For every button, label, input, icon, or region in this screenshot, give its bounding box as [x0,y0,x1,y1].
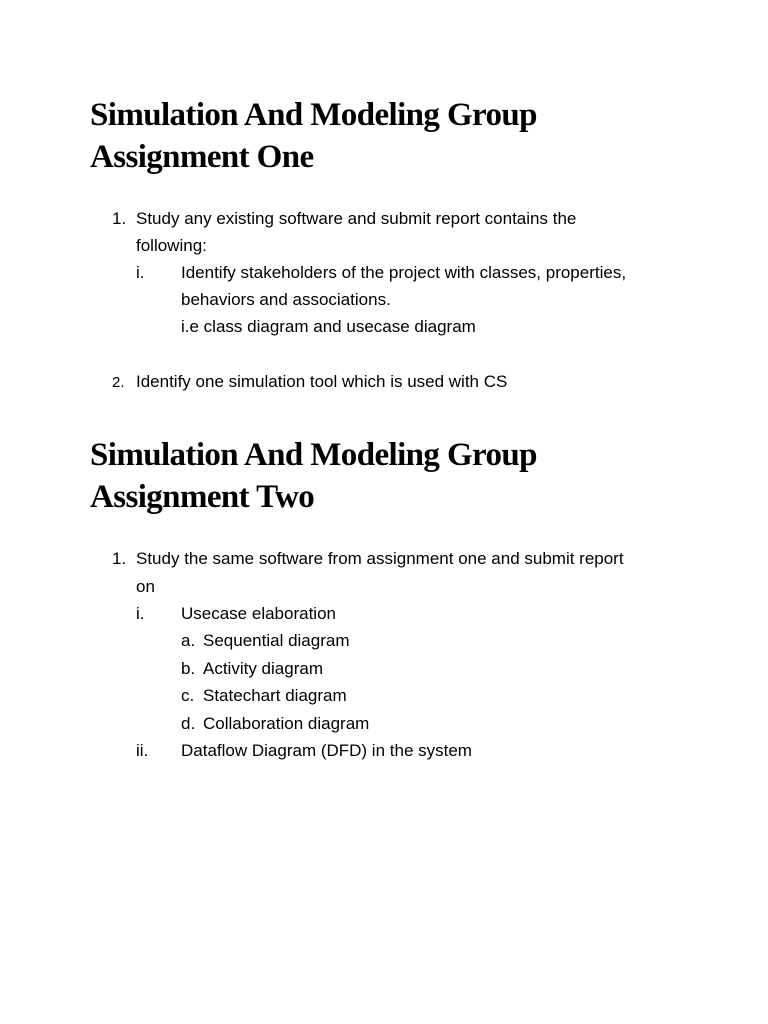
a2-sub-letter-d: d. [181,714,196,733]
a1-item1-sub-i-line1: Identify stakeholders of the project with classes, properties, [181,263,627,282]
assignment-two-title-line2: Assignment Two [90,479,315,515]
a1-item1-number: 1. [112,209,127,228]
a2-item1-text-line2: on [136,577,155,596]
assignment-two-title-line1: Simulation And Modeling Group [90,437,537,473]
a2-sub-letter-c: c. [181,686,195,705]
a2-sub-letter-a: a. [181,631,196,650]
a1-item1-sub-i-line2: behaviors and associations. [181,290,391,309]
a2-sub-letter-b: b. [181,659,196,678]
assignment-one-title-line2: Assignment One [90,139,314,175]
a2-item1-number: 1. [112,549,127,568]
a1-item1-sub-i-numeral: i. [136,263,145,282]
a1-item2-text: Identify one simulation tool which is used with CS [136,372,508,391]
assignment-one-heading [90,94,730,178]
assignment-two-heading [90,434,730,518]
a1-item1-text-line2: following: [136,236,207,255]
a1-item2-number: 2. [112,374,125,391]
a2-item1-sub-ii-numeral: ii. [136,741,149,760]
a2-item1-sub-ii-text: Dataflow Diagram (DFD) in the system [181,741,472,760]
a2-item1-sub-i-text: Usecase elaboration [181,604,336,623]
a2-sub-text-d: Collaboration diagram [203,714,370,733]
a2-sub-text-b: Activity diagram [203,659,323,678]
a2-sub-text-c: Statechart diagram [203,686,347,705]
a1-item1-sub-i-line3: i.e class diagram and usecase diagram [181,317,476,336]
a1-item1-text-line1: Study any existing software and submit report contains the [136,209,577,228]
a2-item1-sub-i-numeral: i. [136,604,145,623]
assignment-one-title-line1: Simulation And Modeling Group [90,97,537,133]
a2-sub-text-a: Sequential diagram [203,631,350,650]
a2-item1-text-line1: Study the same software from assignment one and submit report [136,549,624,568]
